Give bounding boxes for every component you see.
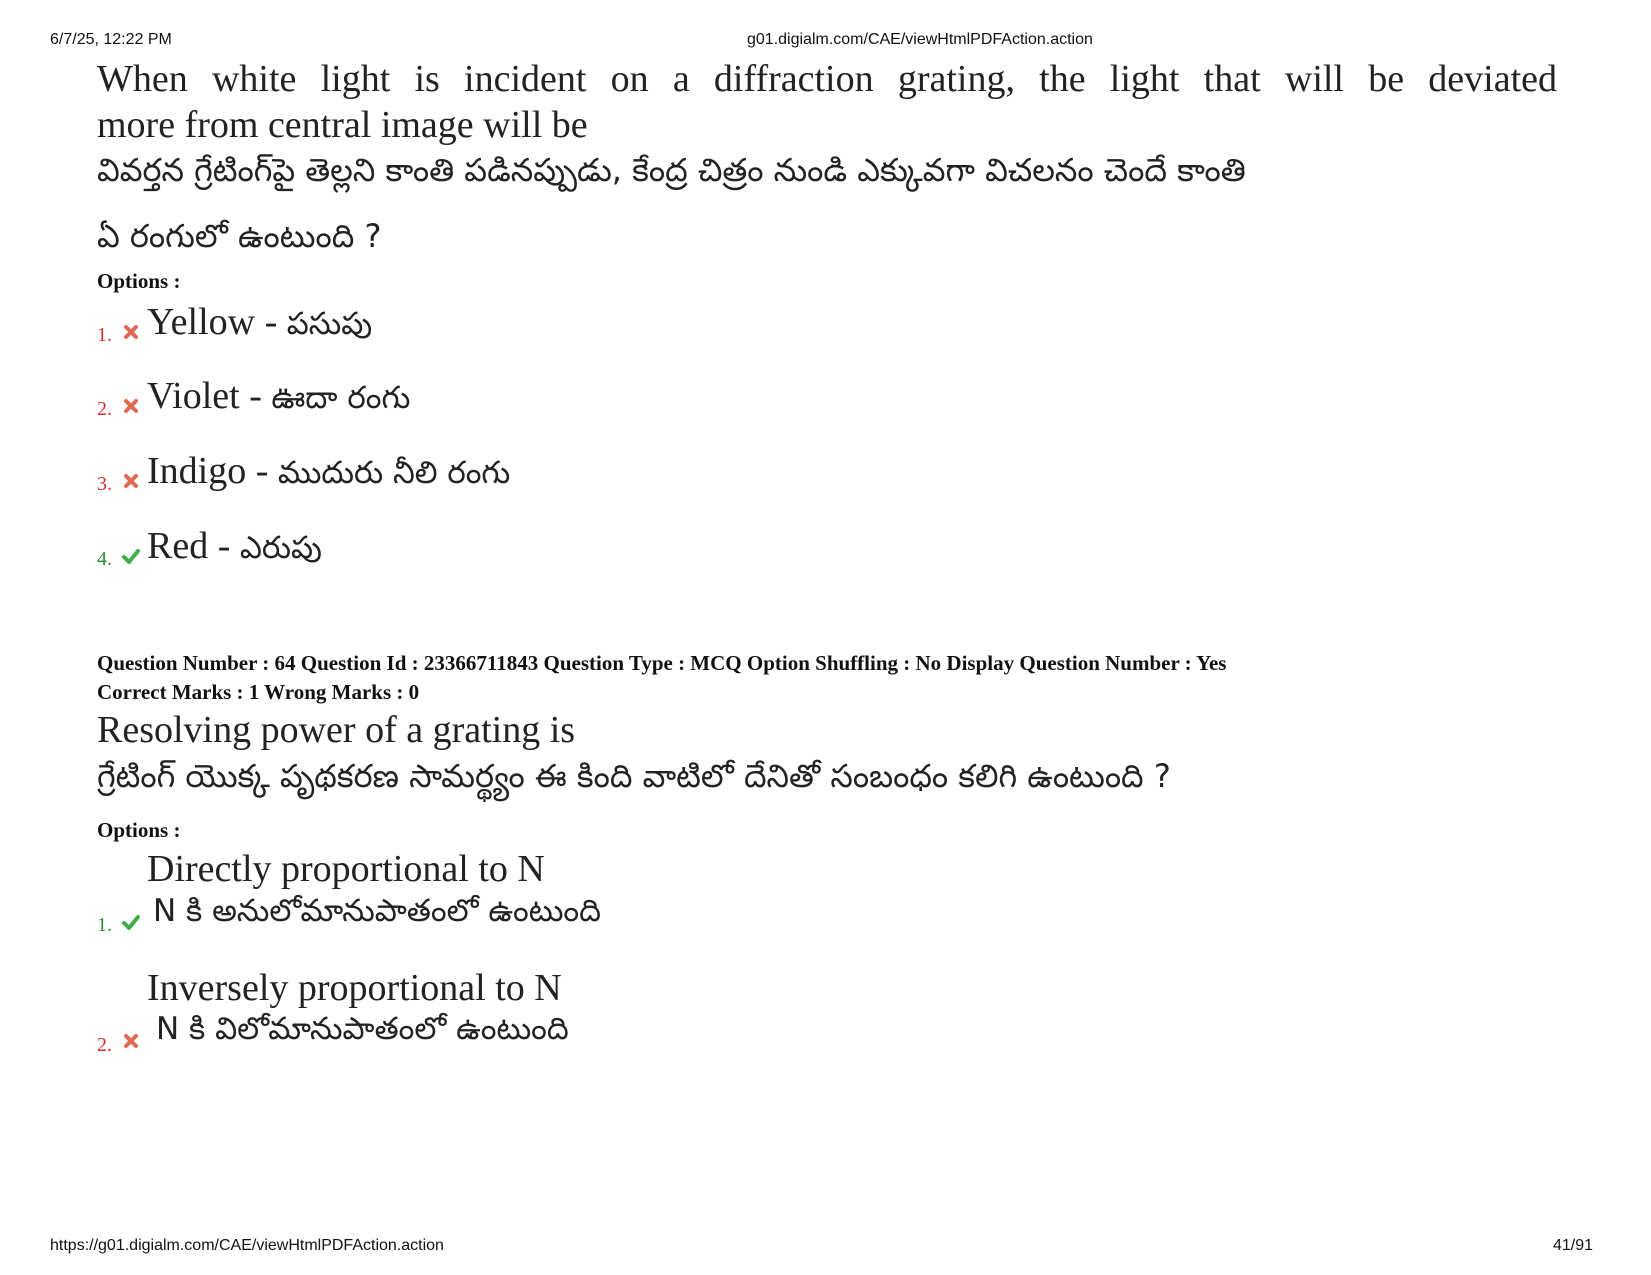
cross-icon [121,396,141,416]
option-text: Indigo - ముదురు నీలి రంగు [147,450,511,492]
question-text-te: గ్రేటింగ్ యొక్క పృథకరణ సామర్థ్యం ఈ కింది వాటిలో దేనితో సంబంధం కలిగి ఉంటుంది ? [97,757,1171,795]
option-number: 2. [97,398,112,420]
question-meta-line2: Correct Marks : 1 Wrong Marks : 0 [97,680,420,704]
option-text-en: Directly proportional to N [147,848,545,890]
option-text-te: N కి అనులోమానుపాతంలో ఉంటుంది [153,893,602,929]
option-text: Violet - ఊదా రంగు [147,375,411,417]
page-number: 41/91 [1552,1237,1593,1254]
option-text-te: N కి విలోమానుపాతంలో ఉంటుంది [156,1011,569,1047]
question-text-te-line1: వివర్తన గ్రేటింగ్‌పై తెల్లని కాంతి పడినప్పుడు, కేంద్ర చిత్రం నుండి ఎక్కువగా విచలనం చెందే కాంతి [97,151,1246,189]
question-text-en-line2: more from central image will be [97,104,588,146]
question-text-en-line1: When white light is incident on a diffraction grating, the light that will be deviated [97,58,1557,100]
option-text: Yellow - పసుపు [147,301,373,343]
question-text-en: Resolving power of a grating is [97,709,576,751]
option-number: 2. [97,1034,112,1056]
check-icon [121,912,141,932]
check-icon [121,546,141,566]
option-number: 1. [97,914,112,936]
cross-icon [121,322,141,342]
option-number: 3. [97,473,112,495]
cross-icon [121,471,141,491]
options-label: Options : [97,818,181,842]
option-text: Red - ఎరుపు [147,525,322,567]
cross-icon [121,1031,141,1051]
options-label: Options : [97,269,181,293]
question-meta-line1: Question Number : 64 Question Id : 23366711843 Question Type : MCQ Option Shuffling : No Display Question Number : Yes [97,651,1227,675]
option-number: 4. [97,548,112,570]
option-number: 1. [97,324,112,346]
print-footer-url: https://g01.digialm.com/CAE/viewHtmlPDFAction.action [50,1237,444,1254]
print-datetime: 6/7/25, 12:22 PM [50,31,172,48]
print-header-url: g01.digialm.com/CAE/viewHtmlPDFAction.action [747,31,1093,48]
question-text-te-line2: ఏ రంగులో ఉంటుంది ? [97,217,382,255]
option-text-en: Inversely proportional to N [147,967,562,1009]
